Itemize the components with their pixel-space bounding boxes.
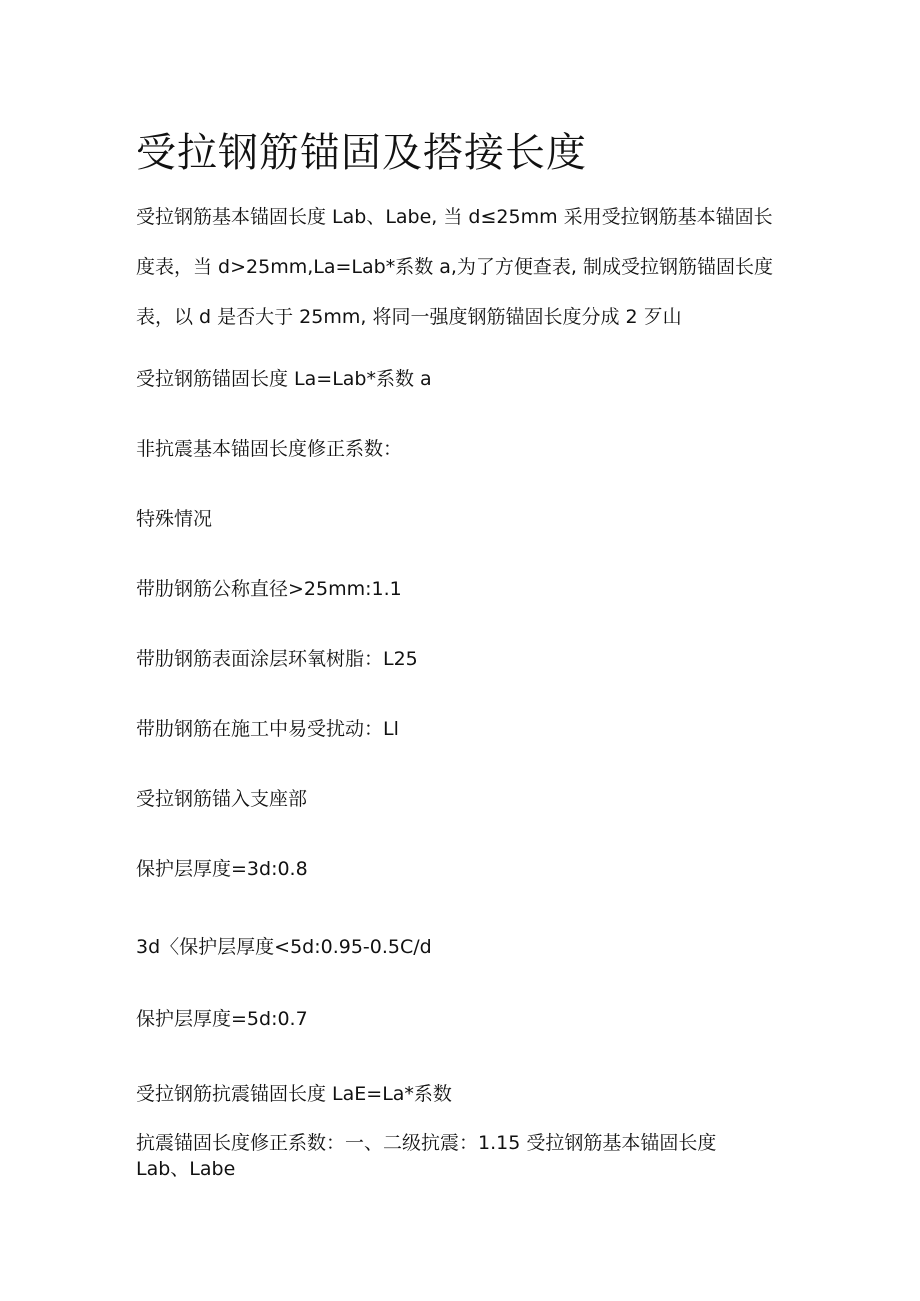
cover-3d-item: 保护层厚度=3d:0.8 <box>136 858 308 880</box>
ribbed-diameter-item: 带肋钢筋公称直径>25mm:1.1 <box>136 578 402 600</box>
cover-5d-item: 保护层厚度=5d:0.7 <box>136 1008 308 1030</box>
cover-range-item: 3d〈保护层厚度<5d:0.95-0.5C/d <box>136 936 432 958</box>
seismic-coefficient-line: 抗震锚固长度修正系数：一、二级抗震：1.15 受拉钢筋基本锚固长度 <box>136 1132 717 1154</box>
intro-line: 受拉钢筋基本锚固长度 Lab、Labe, 当 d≤25mm 采用受拉钢筋基本锚固长 <box>136 206 773 228</box>
seismic-coefficient-continuation: Lab、Labe <box>136 1158 236 1180</box>
anchorage-length-formula: 受拉钢筋锚固长度 La=Lab*系数 a <box>136 368 432 390</box>
support-anchorage-heading: 受拉钢筋锚入支座部 <box>136 788 308 810</box>
intro-paragraph <box>136 192 796 342</box>
seismic-anchorage-formula: 受拉钢筋抗震锚固长度 LaE=La*系数 <box>136 1083 452 1105</box>
special-cases-heading: 特殊情况 <box>136 508 213 530</box>
document-title: 受拉钢筋锚固及搭接长度 <box>136 130 587 176</box>
non-seismic-coefficient-heading: 非抗震基本锚固长度修正系数： <box>136 438 403 460</box>
intro-line: 度表，当 d>25mm,La=Lab*系数 a,为了方便查表, 制成受拉钢筋锚固长度 <box>136 256 773 278</box>
epoxy-coating-item: 带肋钢筋表面涂层环氧树脂：L25 <box>136 648 418 670</box>
construction-disturbance-item: 带肋钢筋在施工中易受扰动：Ll <box>136 718 399 740</box>
intro-line: 表，以 d 是否大于 25mm, 将同一强度钢筋锚固长度分成 2 歹山 <box>136 306 682 328</box>
